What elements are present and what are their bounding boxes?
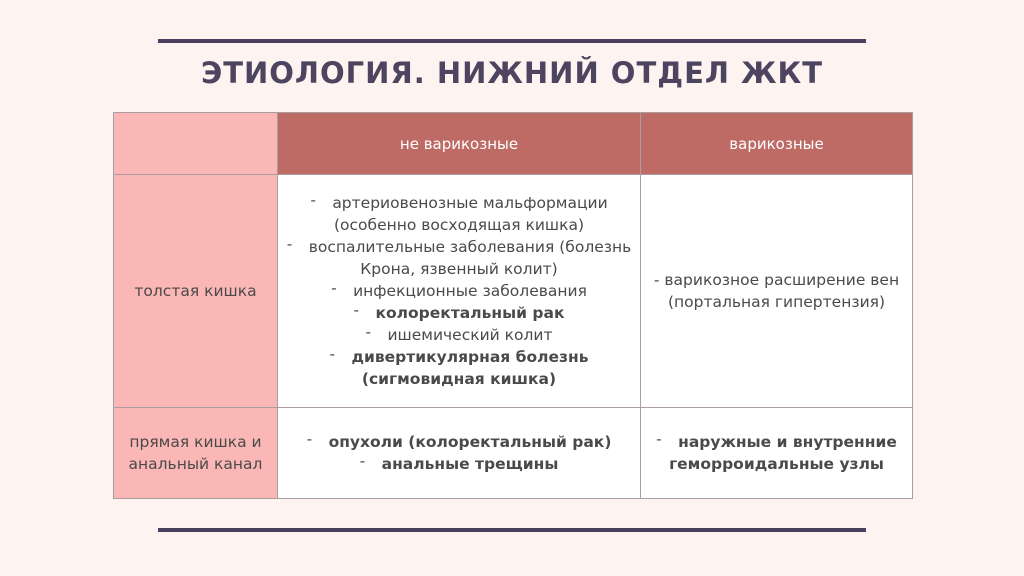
- colon-non-varicose-cell: [278, 175, 641, 408]
- rectum-non-varicose-cell: [278, 408, 641, 499]
- header-corner-cell: [114, 113, 278, 175]
- dash-marker: -: [306, 430, 313, 448]
- list-item: - опухоли (колоректальный рак): [306, 430, 612, 451]
- bottom-divider: [158, 528, 866, 532]
- header-varicose: варикозные: [641, 113, 913, 175]
- list-item: - колоректальный рак: [353, 301, 565, 322]
- table-row: [114, 175, 913, 408]
- rectum-non-varicose-list: [278, 431, 640, 475]
- top-divider: [158, 39, 866, 43]
- list-item: - воспалительные заболевания (болезнь Крона, язвенный колит): [286, 235, 632, 278]
- rectum-varicose-cell: [641, 408, 913, 499]
- colon-non-varicose-list: [278, 192, 640, 390]
- list-item: - ишемический колит: [365, 323, 553, 344]
- slide-title: ЭТИОЛОГИЯ. НИЖНИЙ ОТДЕЛ ЖКТ: [200, 56, 824, 90]
- dash-marker: -: [365, 323, 372, 341]
- table-header-row: [114, 113, 913, 175]
- list-item: - наружные и внутренние геморроидальные узлы: [656, 430, 897, 473]
- dash-marker: -: [286, 235, 293, 253]
- list-item: - анальные трещины: [359, 452, 559, 473]
- header-non-varicose: не варикозные: [278, 113, 641, 175]
- row-label-colon: толстая кишка: [114, 175, 278, 408]
- row-label-rectum: прямая кишка и анальный канал: [114, 408, 278, 499]
- colon-varicose-cell: [641, 175, 913, 408]
- rectum-varicose-list: [641, 431, 912, 475]
- list-item: - дивертикулярная болезнь (сигмовидная кишка): [329, 345, 589, 388]
- list-item: - артериовенозные мальформации (особенно восходящая кишка): [310, 191, 608, 234]
- colon-varicose-text: - варикозное расширение вен (портальная гипертензия): [653, 271, 900, 311]
- dash-marker: -: [329, 345, 336, 363]
- dash-marker: -: [359, 452, 366, 470]
- dash-marker: -: [353, 301, 360, 319]
- dash-marker: -: [331, 279, 337, 297]
- list-item: - инфекционные заболевания: [331, 279, 587, 300]
- dash-marker: -: [310, 191, 316, 209]
- table-row: [114, 408, 913, 499]
- etiology-table: [113, 112, 913, 499]
- dash-marker: -: [656, 430, 662, 448]
